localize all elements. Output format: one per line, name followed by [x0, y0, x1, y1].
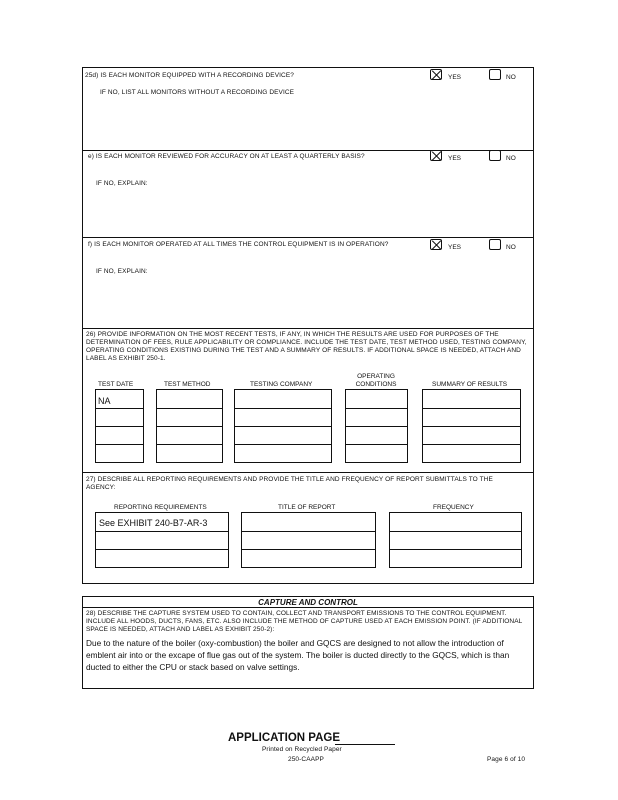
q25d-no-label: NO	[506, 74, 516, 81]
q25f-question: f) IS EACH MONITOR OPERATED AT ALL TIMES THE CONTROL EQUIPMENT IS IN OPERATION?	[88, 241, 389, 248]
q27-row-line	[241, 531, 376, 532]
q26-col-operating-conditions: OPERATING CONDITIONS	[355, 373, 397, 388]
q27-row-line	[389, 549, 522, 550]
q25e-yes-label: YES	[448, 155, 462, 162]
q26-row-line	[156, 426, 223, 427]
capture-answer[interactable]: Due to the nature of the boiler (oxy-combustion) the boiler and GQCS are designed to not allow the introduction of emblent air into or the excape of flue gas out of the system. The boiler is ducted directly to the GQCS, which is than ducted to either the CPU or stack based on valve settings.	[86, 638, 510, 672]
q26-row-line	[95, 426, 144, 427]
q26-row-line	[345, 426, 408, 427]
capture-title-underline	[82, 607, 534, 608]
q26-row-line	[156, 444, 223, 445]
q26-row-line	[422, 408, 521, 409]
q25e-yes-checkbox[interactable]	[430, 150, 442, 161]
q25e-no-checkbox[interactable]	[489, 150, 501, 161]
section-25e	[82, 150, 534, 238]
q26-col-test-method: TEST METHOD	[164, 381, 211, 388]
footer-page-line	[335, 744, 395, 745]
q25d-question: 25d) IS EACH MONITOR EQUIPPED WITH A RECORDING DEVICE?	[85, 72, 294, 79]
q25e-question: e) IS EACH MONITOR REVIEWED FOR ACCURACY ON AT LEAST A QUARTERLY BASIS?	[88, 153, 365, 160]
q25d-sub: IF NO, LIST ALL MONITORS WITHOUT A RECORDING DEVICE	[100, 89, 295, 96]
q26-row-line	[234, 408, 332, 409]
capture-title: CAPTURE AND CONTROL	[258, 598, 358, 607]
footer-recycled: Printed on Recycled Paper	[262, 746, 342, 753]
q27-col3-box	[389, 512, 522, 568]
q26-row-line	[156, 408, 223, 409]
q26-col-summary: SUMMARY OF RESULTS	[432, 381, 508, 388]
footer-title: APPLICATION PAGE	[228, 732, 341, 744]
q26-row-line	[345, 408, 408, 409]
q26-row-line	[345, 444, 408, 445]
q25d-yes-checkbox[interactable]	[430, 69, 442, 80]
q27-question: 27) DESCRIBE ALL REPORTING REQUIREMENTS AND PROVIDE THE TITLE AND FREQUENCY OF REPORT SUBMITTALS TO THE AGENCY:	[86, 476, 493, 491]
q26-row-line	[422, 426, 521, 427]
q25f-yes-label: YES	[448, 244, 462, 251]
q25f-no-checkbox[interactable]	[489, 239, 501, 250]
q26-row-line	[234, 426, 332, 427]
q26-col-testing-company: TESTING COMPANY	[250, 381, 313, 388]
q26-first-entry[interactable]: NA	[98, 396, 111, 406]
section-25f	[82, 237, 534, 329]
q25e-sub: IF NO, EXPLAIN:	[96, 180, 148, 187]
q25f-yes-checkbox[interactable]	[430, 239, 442, 250]
q26-question: 26) PROVIDE INFORMATION ON THE MOST RECENT TESTS, IF ANY, IN WHICH THE RESULTS ARE USED FOR PURPOSES OF THE DETERMINATION OF FEES, RULE APPLICABILITY OR COMPLIANCE. INCLUDE THE TEST DATE, TEST METHOD USED, TESTING COMPANY, OPERATING CONDITIONS EXISTING DURING THE TEST AND A SUMMARY OF RESULTS. IF ADDITIONAL SPACE IS NEEDED, ATTACH AND LABEL AS EXHIBIT 250-1.	[86, 331, 527, 362]
q27-first-entry[interactable]: See EXHIBIT 240-B7-AR-3	[99, 518, 208, 528]
q27-row-line	[95, 531, 229, 532]
q27-col-frequency: FREQUENCY	[433, 504, 474, 511]
q26-row-line	[95, 408, 144, 409]
q26-row-line	[234, 444, 332, 445]
q26-row-line	[95, 444, 144, 445]
footer-page: Page 6 of 10	[487, 756, 526, 763]
q27-col-reporting: REPORTING REQUIREMENTS	[114, 504, 207, 511]
q26-row-line	[422, 444, 521, 445]
q25f-no-label: NO	[506, 244, 516, 251]
q27-row-line	[95, 549, 229, 550]
q25d-yes-label: YES	[448, 74, 462, 81]
q27-row-line	[389, 531, 522, 532]
q27-row-line	[241, 549, 376, 550]
q25d-no-checkbox[interactable]	[489, 69, 501, 80]
capture-question: 28) DESCRIBE THE CAPTURE SYSTEM USED TO CONTAIN, COLLECT AND TRANSPORT EMISSIONS TO THE CONTROL EQUIPMENT. INCLUDE ALL HOODS, DUCTS, FANS, ETC. ALSO INCLUDE THE METHOD OF CAPTURE USED AT EACH EMISSION POINT. (IF ADDITIONAL SPACE IS NEEDED, ATTACH AND LABEL AS EXHIBIT 250-2):	[86, 610, 523, 633]
q25e-no-label: NO	[506, 155, 516, 162]
q25f-sub: IF NO, EXPLAIN:	[96, 268, 148, 275]
q27-col2-box	[241, 512, 376, 568]
q26-col-test-date: TEST DATE	[98, 381, 134, 388]
footer-form: 250-CAAPP	[288, 756, 324, 763]
q27-col-title: TITLE OF REPORT	[278, 504, 336, 511]
